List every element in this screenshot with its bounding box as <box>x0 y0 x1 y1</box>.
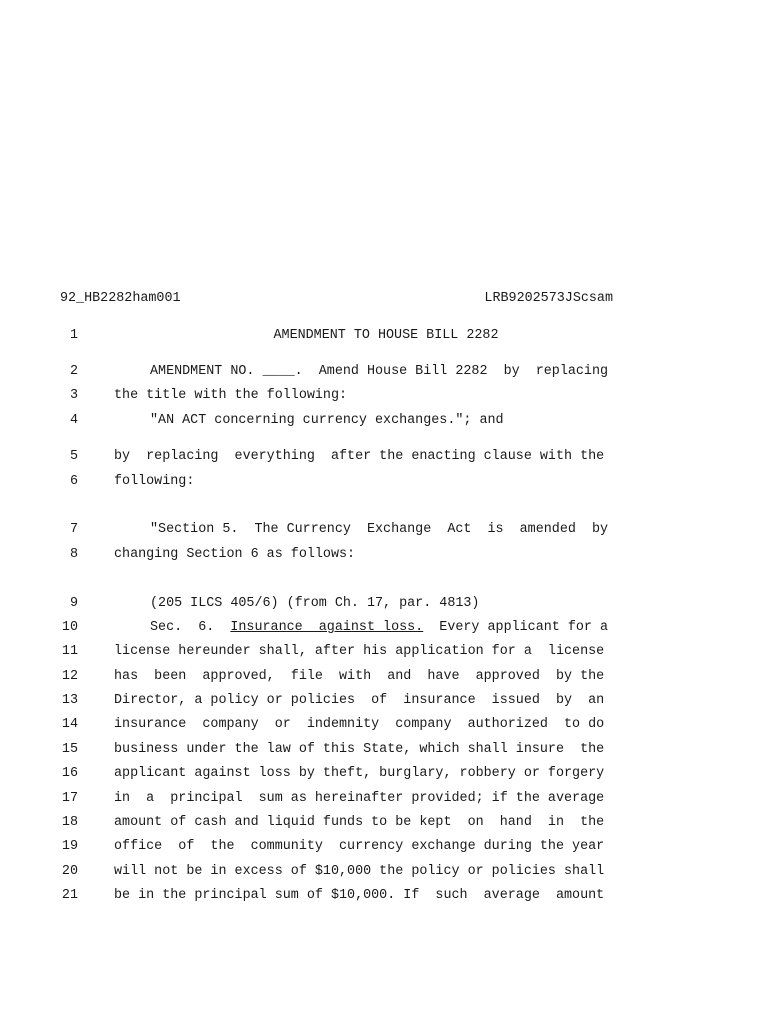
text-line <box>0 716 770 734</box>
line-number: 5 <box>69 449 78 464</box>
line-number: 2 <box>69 364 78 379</box>
section-heading: Insurance against loss. <box>230 620 424 635</box>
line-text: the title with the following: <box>114 388 348 403</box>
text-line <box>0 814 770 832</box>
line-text: following: <box>114 474 195 489</box>
line-text: (205 ILCS 405/6) (from Ch. 17, par. 4813) <box>150 596 480 611</box>
text-line <box>0 363 770 381</box>
line-text: AMENDMENT NO. ____. Amend House Bill 2282 by replacing <box>150 364 609 379</box>
amendment-title: AMENDMENT TO HOUSE BILL 2282 <box>273 328 499 343</box>
line-text: applicant against loss by theft, burglary, robbery or forgery <box>114 766 605 781</box>
line-text: will not be in excess of $10,000 the policy or policies shall <box>114 864 605 879</box>
line-number: 16 <box>61 766 78 781</box>
text-line <box>0 327 770 345</box>
line-text: by replacing everything after the enacting clause with the <box>114 449 605 464</box>
line-text: has been approved, file with and have approved by the <box>114 669 605 684</box>
line-number: 13 <box>61 693 78 708</box>
text-line <box>0 838 770 856</box>
line-number: 18 <box>61 815 78 830</box>
line-text: office of the community currency exchange during the year <box>114 839 605 854</box>
text-line <box>0 643 770 661</box>
lrb-number: LRB9202573JScsam <box>484 291 613 306</box>
line-text: "Section 5. The Currency Exchange Act is amended by <box>150 522 609 537</box>
line-number: 12 <box>61 669 78 684</box>
text-line <box>0 741 770 759</box>
line-text: in a principal sum as hereinafter provided; if the average <box>114 791 605 806</box>
text-line <box>0 887 770 905</box>
line-text: business under the law of this State, which shall insure the <box>114 742 605 757</box>
line-text: license hereunder shall, after his application for a license <box>114 644 605 659</box>
text-line <box>0 619 770 637</box>
text-line <box>0 521 770 539</box>
line-number: 8 <box>69 547 78 562</box>
line-number: 4 <box>69 413 78 428</box>
text-line <box>0 412 770 430</box>
document-id: 92_HB2282ham001 <box>60 291 181 306</box>
line-number: 11 <box>61 644 78 659</box>
text-line <box>0 473 770 491</box>
text-line <box>0 546 770 564</box>
line-number: 9 <box>69 596 78 611</box>
line-number: 6 <box>69 474 78 489</box>
line-text: be in the principal sum of $10,000. If such average amount <box>114 888 605 903</box>
line-text: Director, a policy or policies of insurance issued by an <box>114 693 605 708</box>
text-line <box>0 790 770 808</box>
line-number: 21 <box>61 888 78 903</box>
line-number: 17 <box>61 791 78 806</box>
section-label: Sec. 6. <box>150 620 231 635</box>
line-text: "AN ACT concerning currency exchanges."; and <box>150 413 504 428</box>
line-text: amount of cash and liquid funds to be kept on hand in the <box>114 815 605 830</box>
line-number: 19 <box>61 839 78 854</box>
line-number: 14 <box>61 717 78 732</box>
line-number: 3 <box>69 388 78 403</box>
line-number: 10 <box>61 620 78 635</box>
line-number: 15 <box>61 742 78 757</box>
text-line <box>0 765 770 783</box>
text-line <box>0 668 770 686</box>
line-number: 7 <box>69 522 78 537</box>
text-line <box>0 448 770 466</box>
text-line <box>0 595 770 613</box>
text-line <box>0 692 770 710</box>
line-text-rest: Every applicant for a <box>423 620 609 635</box>
line-number: 1 <box>69 328 78 343</box>
text-line <box>0 387 770 405</box>
line-number: 20 <box>61 864 78 879</box>
line-text: insurance company or indemnity company authorized to do <box>114 717 605 732</box>
line-text <box>114 619 667 637</box>
text-line <box>0 863 770 881</box>
line-text: changing Section 6 as follows: <box>114 547 356 562</box>
